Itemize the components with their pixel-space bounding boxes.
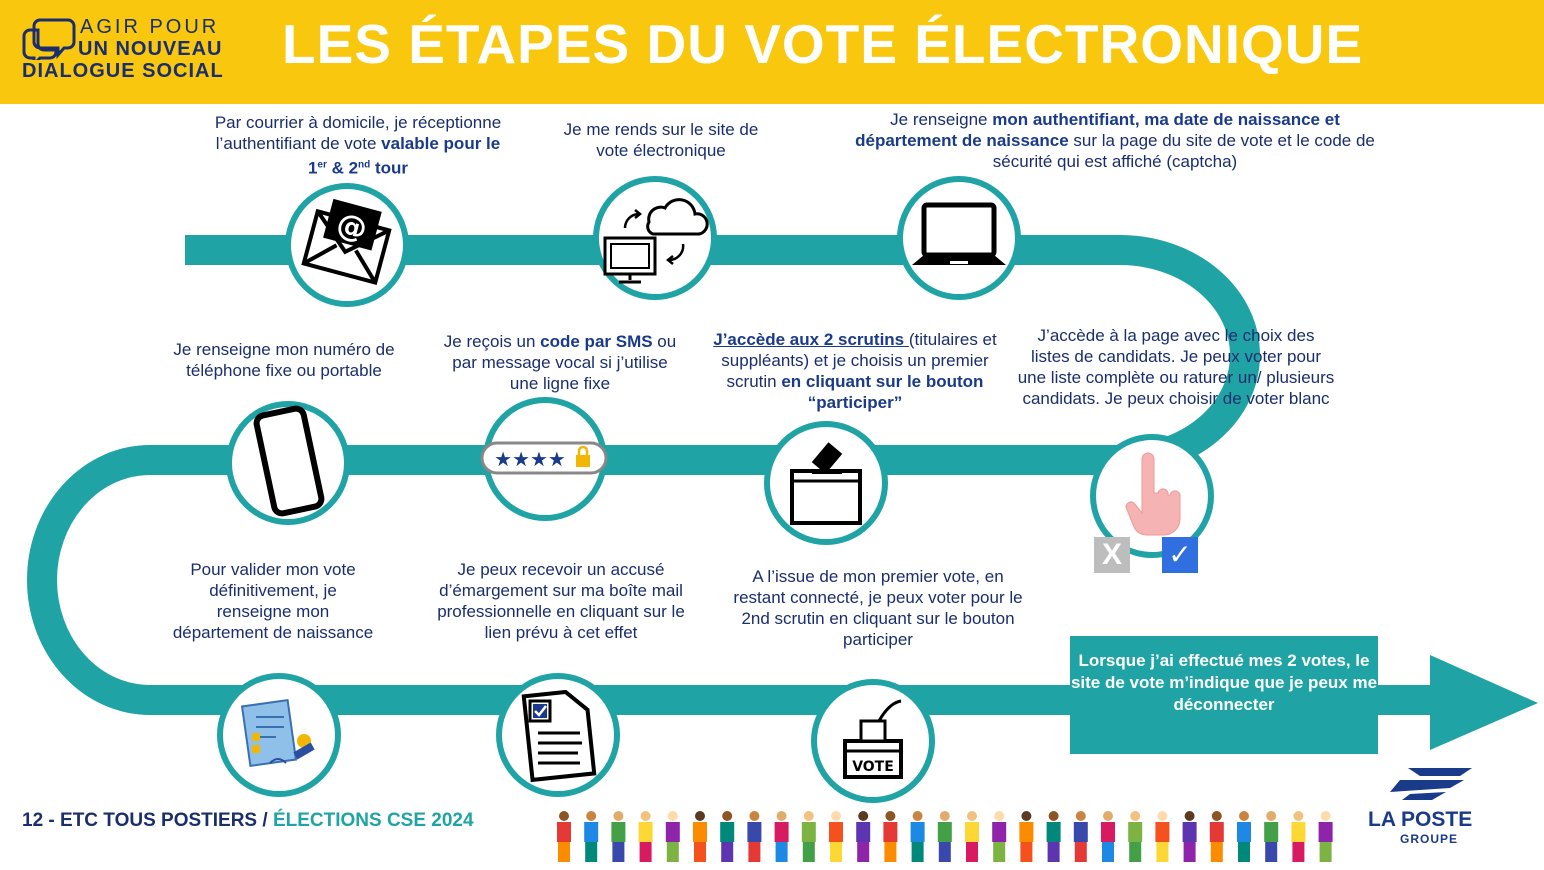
step-8-text: Pour valider mon vote définitivement, je renseigne mon département de naissance bbox=[172, 560, 374, 642]
accept-checkbox-icon: ✓ bbox=[1162, 537, 1198, 573]
svg-text:★★★★: ★★★★ bbox=[494, 447, 566, 471]
person-figure bbox=[1047, 811, 1061, 862]
logo-line-3: DIALOGUE SOCIAL bbox=[22, 60, 224, 82]
person-figure bbox=[639, 811, 653, 862]
person-figure bbox=[1291, 811, 1305, 862]
checked-document-icon bbox=[508, 685, 608, 785]
step-5-circle bbox=[764, 421, 888, 545]
person-figure bbox=[1210, 811, 1224, 862]
person-figure bbox=[856, 811, 870, 862]
envelope-at-icon bbox=[292, 190, 402, 300]
logo-line-1: AGIR POUR bbox=[80, 16, 220, 38]
person-figure bbox=[911, 811, 925, 862]
person-figure bbox=[611, 811, 625, 862]
svg-text:VOTE: VOTE bbox=[852, 759, 894, 775]
step-7-text: Je renseigne mon numéro de téléphone fixe ou portable bbox=[173, 340, 395, 380]
pointing-hand-icon bbox=[1112, 451, 1192, 541]
person-figure bbox=[802, 811, 816, 862]
step-1-text: Par courrier à domicile, je réceptionne l’authentifiant de vote valable pour le 1er & 2nd tour bbox=[214, 113, 502, 178]
person-figure bbox=[965, 811, 979, 862]
smartphone-icon bbox=[233, 403, 343, 523]
person-figure bbox=[992, 811, 1006, 862]
arrow-head bbox=[1430, 655, 1538, 750]
reject-checkbox-icon: X bbox=[1094, 537, 1130, 573]
person-figure bbox=[938, 811, 952, 862]
svg-text:@: @ bbox=[332, 206, 371, 248]
la-poste-bird-icon bbox=[1380, 764, 1490, 804]
step-5-text: J’accède aux 2 scrutins (titulaires et suppléants) et je choisis un premier scrutin en cliquant sur le bouton “participer” bbox=[713, 330, 997, 412]
step-3-circle bbox=[897, 176, 1021, 300]
person-figure bbox=[557, 811, 571, 862]
people-illustration bbox=[556, 808, 1346, 866]
step-3-text: Je renseigne mon authentifiant, ma date de naissance et département de naissance sur la page du site de vote et le code de sécurité qui est affiché (captcha) bbox=[855, 110, 1375, 171]
step-8-circle bbox=[217, 673, 341, 797]
step-7-circle bbox=[226, 401, 350, 525]
step-10-circle bbox=[811, 679, 935, 803]
person-figure bbox=[1264, 811, 1278, 862]
page-title: LES ÉTAPES DU VOTE ÉLECTRONIQUE bbox=[282, 13, 1364, 75]
step-9-circle bbox=[496, 673, 620, 797]
laptop-icon bbox=[904, 193, 1014, 283]
signed-form-icon bbox=[234, 695, 324, 775]
step-2-text: Je me rends sur le site de vote électronique bbox=[563, 120, 759, 160]
person-figure bbox=[1183, 811, 1197, 862]
step-10-text: A l’issue de mon premier vote, en restant connecté, je peux voter pour le 2nd scrutin en cliquant sur le bouton participer bbox=[733, 567, 1023, 649]
person-figure bbox=[1101, 811, 1115, 862]
step-1-circle bbox=[285, 183, 409, 307]
step-9-text: Je peux recevoir un accusé d’émargement sur ma boîte mail professionnelle en cliquant sur le lien prévu à cet effet bbox=[437, 560, 685, 642]
person-figure bbox=[1074, 811, 1088, 862]
final-step-box: Lorsque j’ai effectué mes 2 votes, le site de vote m’indique que je peux me déconnecter bbox=[1070, 636, 1378, 754]
person-figure bbox=[1128, 811, 1142, 862]
footer-caption: 12 - ETC TOUS POSTIERS / ÉLECTIONS CSE 2024 bbox=[22, 810, 474, 831]
brand-subtitle: GROUPE bbox=[1400, 832, 1459, 846]
step-2-circle bbox=[593, 176, 717, 300]
person-figure bbox=[1237, 811, 1251, 862]
ballot-box-icon bbox=[776, 433, 876, 533]
person-figure bbox=[747, 811, 761, 862]
la-poste-logo bbox=[1366, 764, 1496, 854]
password-field-icon bbox=[480, 439, 610, 479]
brand-name: LA POSTE bbox=[1368, 808, 1473, 831]
person-figure bbox=[584, 811, 598, 862]
person-figure bbox=[666, 811, 680, 862]
person-figure bbox=[693, 811, 707, 862]
person-figure bbox=[720, 811, 734, 862]
vote-box-icon bbox=[823, 691, 923, 791]
step-4-text: J’accède à la page avec le choix des listes de candidats. Je peux voter pour une liste complète ou raturer un/ plusieurs candidats. Je peux choisir de voter blanc bbox=[1017, 326, 1335, 408]
person-figure bbox=[1155, 811, 1169, 862]
step-6-circle bbox=[483, 397, 607, 521]
person-figure bbox=[829, 811, 843, 862]
logo-line-2: UN NOUVEAU bbox=[78, 38, 223, 60]
person-figure bbox=[883, 811, 897, 862]
person-figure bbox=[775, 811, 789, 862]
computer-cloud-icon bbox=[599, 188, 711, 288]
person-figure bbox=[1319, 811, 1333, 862]
step-6-text: Je reçois un code par SMS ou par message vocal si j’utilise une ligne fixe bbox=[443, 332, 677, 393]
person-figure bbox=[1019, 811, 1033, 862]
